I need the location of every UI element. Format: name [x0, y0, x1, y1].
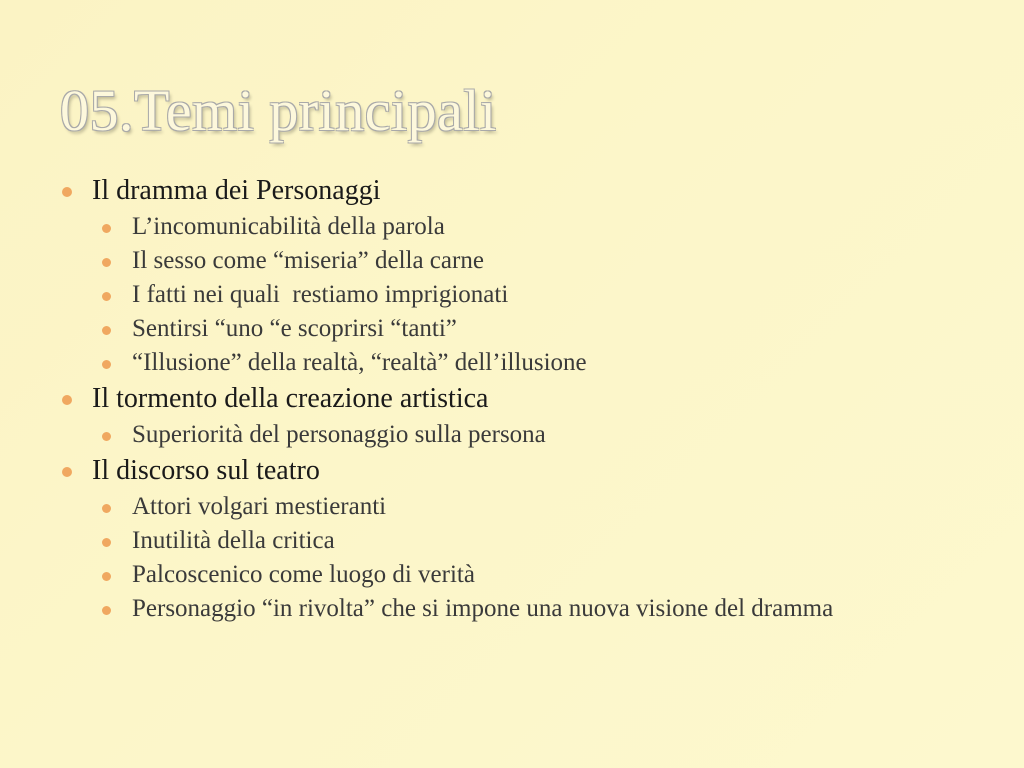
bullet-text: Il tormento della creazione artistica [92, 383, 489, 414]
bullet-icon [62, 467, 72, 477]
bullet-item [62, 174, 962, 208]
slide-content [62, 172, 962, 628]
bullet-item [62, 454, 962, 488]
sub-bullet-item [102, 560, 962, 590]
bullet-icon [62, 187, 72, 197]
sub-bullet-item [102, 314, 962, 344]
bullet-text: Il discorso sul teatro [92, 455, 320, 486]
sub-bullet-list [62, 420, 962, 450]
sub-bullet-icon [102, 432, 111, 441]
sub-bullet-item [102, 348, 962, 378]
sub-bullet-text: Inutilità della critica [132, 527, 335, 554]
sub-bullet-icon [102, 606, 111, 615]
sub-bullet-icon [102, 224, 111, 233]
sub-bullet-item [102, 212, 962, 242]
sub-bullet-item [102, 526, 962, 556]
sub-bullet-list [62, 212, 962, 378]
bullet-group-creazione [62, 382, 962, 450]
bullet-list [62, 174, 962, 624]
sub-bullet-item [102, 246, 962, 276]
bullet-item [62, 382, 962, 416]
sub-bullet-icon [102, 572, 111, 581]
sub-bullet-text: Il sesso come “miseria” della carne [132, 247, 484, 274]
sub-bullet-icon [102, 292, 111, 301]
bullet-icon [62, 395, 72, 405]
sub-bullet-text: Sentirsi “uno “e scoprirsi “tanti” [132, 315, 457, 342]
sub-bullet-icon [102, 504, 111, 513]
sub-bullet-text: “Illusione” della realtà, “realtà” dell’illusione [132, 349, 587, 376]
sub-bullet-icon [102, 538, 111, 547]
sub-bullet-item [102, 280, 962, 310]
slide-title: 05.Temi principali [60, 78, 497, 143]
sub-bullet-text: Superiorità del personaggio sulla persona [132, 421, 546, 448]
sub-bullet-text: Palcoscenico come luogo di verità [132, 561, 475, 588]
sub-bullet-item [102, 594, 962, 624]
sub-bullet-text: Attori volgari mestieranti [132, 493, 387, 520]
bullet-group-personaggi [62, 174, 962, 378]
sub-bullet-item [102, 420, 962, 450]
bullet-text: Il dramma dei Personaggi [92, 175, 381, 206]
sub-bullet-icon [102, 258, 111, 267]
sub-bullet-icon [102, 326, 111, 335]
bullet-group-teatro [62, 454, 962, 624]
sub-bullet-text: Personaggio “in rivolta” che si impone una nuova visione del dramma [132, 595, 834, 622]
sub-bullet-item [102, 492, 962, 522]
sub-bullet-text: I fatti nei quali restiamo imprigionati [132, 281, 509, 308]
sub-bullet-text: L’incomunicabilità della parola [132, 213, 445, 240]
sub-bullet-list [62, 492, 962, 624]
sub-bullet-icon [102, 360, 111, 369]
